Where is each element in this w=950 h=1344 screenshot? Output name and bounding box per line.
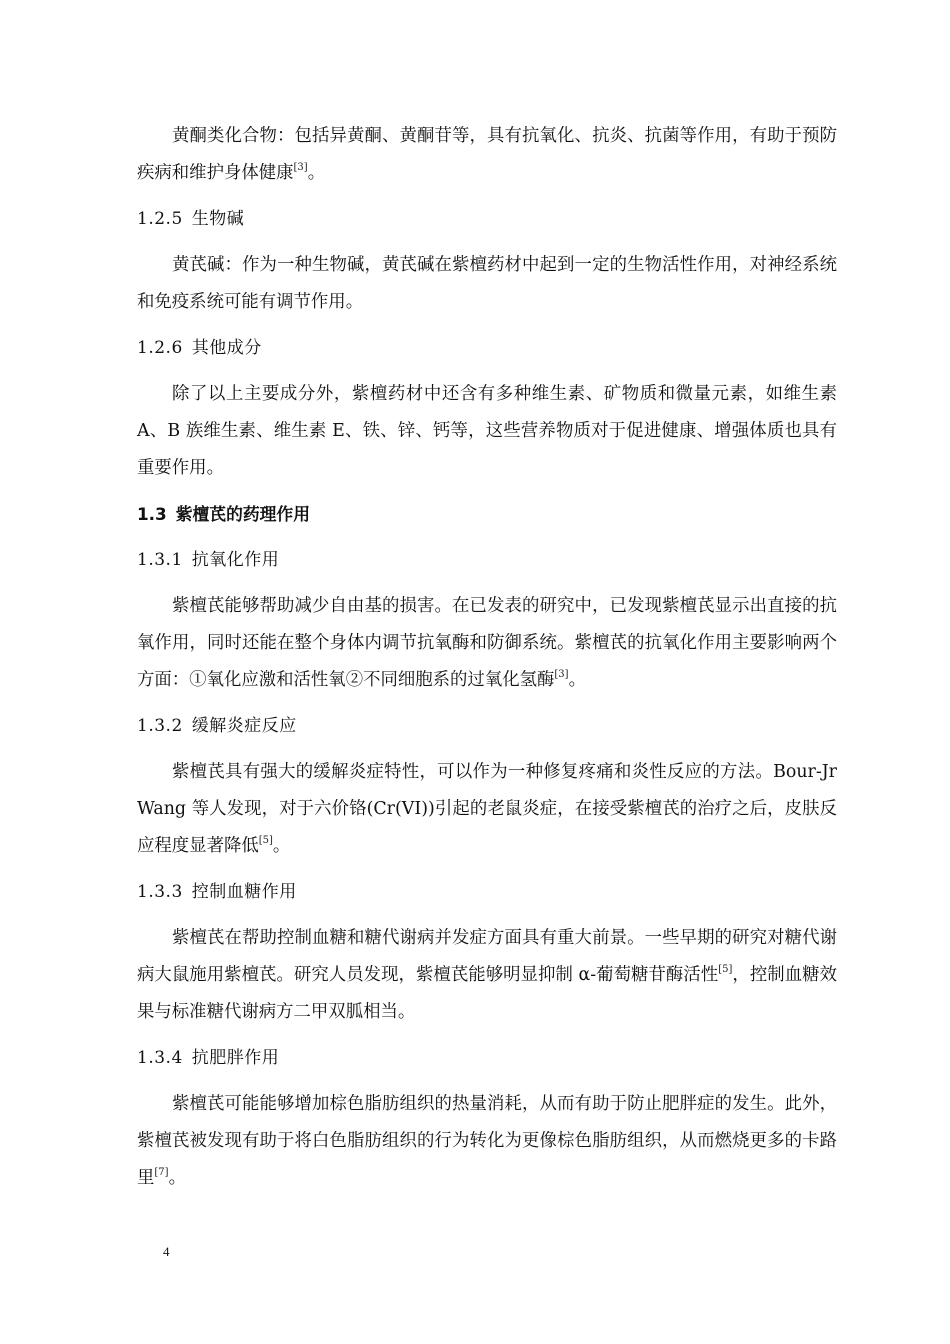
citation: [3] xyxy=(293,162,308,173)
heading-1-3 xyxy=(137,496,837,533)
heading-number: 1.2.5 xyxy=(137,209,183,229)
heading-number: 1.3.4 xyxy=(137,1048,183,1068)
paragraph-text: 紫檀芪可能能够增加棕色脂肪组织的热量消耗，从而有助于防止肥胖症的发生。此外，紫檀芪被发现有助于将白色脂肪组织的行为转化为更像棕色脂肪组织，从而燃烧更多的卡路里 xyxy=(137,1094,837,1188)
citation: [3] xyxy=(554,669,569,680)
heading-1-2-6 xyxy=(137,330,837,367)
paragraph-blood-sugar xyxy=(137,920,837,1031)
heading-title: 抗肥胖作用 xyxy=(191,1048,280,1068)
page-number: 4 xyxy=(163,1244,170,1259)
paragraph-text-end: 。 xyxy=(568,670,586,690)
paragraph-other-components xyxy=(137,376,837,487)
heading-number: 1.3.1 xyxy=(137,550,183,570)
heading-title: 紫檀芪的药理作用 xyxy=(175,504,310,524)
paragraph-text: 黄酮类化合物：包括异黄酮、黄酮苷等，具有抗氧化、抗炎、抗菌等作用，有助于预防疾病和维护身体健康 xyxy=(137,126,837,183)
heading-title: 生物碱 xyxy=(191,209,245,229)
heading-1-2-5 xyxy=(137,201,837,238)
paragraph-anti-inflammatory xyxy=(137,754,837,865)
heading-title: 控制血糖作用 xyxy=(191,882,297,902)
citation: [5] xyxy=(258,835,273,846)
paragraph-text-end: ，控制血糖效果与标准糖代谢病方二甲双胍相当。 xyxy=(137,965,837,1022)
heading-1-3-2 xyxy=(137,708,837,745)
heading-title: 抗氧化作用 xyxy=(191,550,280,570)
heading-number: 1.2.6 xyxy=(137,338,183,358)
heading-number: 1.3.2 xyxy=(137,716,183,736)
citation: [7] xyxy=(154,1167,169,1178)
paragraph-flavonoids xyxy=(137,118,837,192)
paragraph-alkaloid xyxy=(137,247,837,321)
paragraph-text: 除了以上主要成分外，紫檀药材中还含有多种维生素、矿物质和微量元素，如维生素 A、B 族维生素、维生素 E、铁、锌、钙等，这些营养物质对于促进健康、增强体质也具有重要作用。 xyxy=(137,384,837,478)
citation: [5] xyxy=(718,964,733,975)
paragraph-text: 紫檀芪具有强大的缓解炎症特性，可以作为一种修复疼痛和炎性反应的方法。Bour-Jr Wang 等人发现，对于六价铬(Cr(VI))引起的老鼠炎症，在接受紫檀芪的治疗之后，皮肤反应程度显著降低 xyxy=(137,762,837,856)
heading-title: 缓解炎症反应 xyxy=(191,716,297,736)
heading-number: 1.3 xyxy=(137,504,167,524)
paragraph-text-end: 。 xyxy=(307,163,326,183)
heading-1-3-3 xyxy=(137,874,837,911)
paragraph-text: 紫檀芪能够帮助减少自由基的损害。在已发表的研究中，已发现紫檀芪显示出直接的抗氧作用，同时还能在整个身体内调节抗氧酶和防御系统。紫檀芪的抗氧化作用主要影响两个方面：①氧化应激和活性氧②不同细胞系的过氧化氢酶 xyxy=(137,596,837,690)
heading-title: 其他成分 xyxy=(191,338,262,358)
paragraph-text: 紫檀芪在帮助控制血糖和糖代谢病并发症方面具有重大前景。一些早期的研究对糖代谢病大鼠施用紫檀芪。研究人员发现，紫檀芪能够明显抑制 α-葡萄糖苷酶活性 xyxy=(137,928,837,985)
paragraph-antioxidant xyxy=(137,588,837,699)
paragraph-text-end: 。 xyxy=(168,1168,186,1188)
page-body xyxy=(137,118,837,1206)
heading-1-3-4 xyxy=(137,1040,837,1077)
paragraph-text: 黄芪碱：作为一种生物碱，黄芪碱在紫檀药材中起到一定的生物活性作用，对神经系统和免疫系统可能有调节作用。 xyxy=(137,255,837,312)
paragraph-anti-obesity xyxy=(137,1086,837,1197)
heading-number: 1.3.3 xyxy=(137,882,183,902)
heading-1-3-1 xyxy=(137,542,837,579)
paragraph-text-end: 。 xyxy=(272,836,291,856)
